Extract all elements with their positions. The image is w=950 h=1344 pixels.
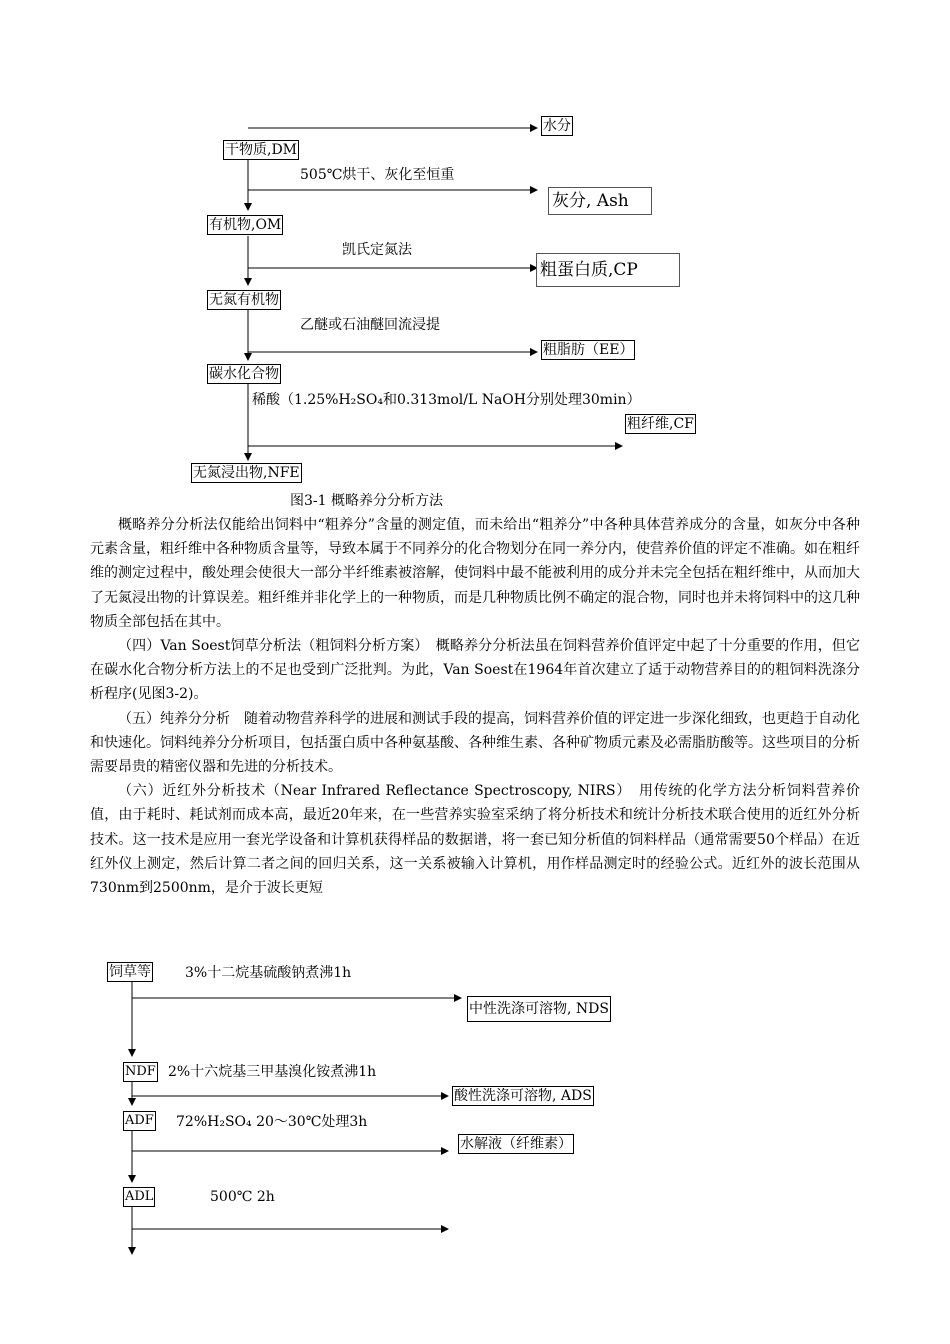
box-ether-extract: 粗脂肪（EE）: [543, 342, 634, 358]
box-nds: 中性洗涤可溶物, NDS: [467, 996, 611, 1022]
box-hydrolysate: 水解液（纤维素）: [460, 1136, 572, 1152]
box-crude-fiber: 粗纤维,CF: [627, 416, 694, 432]
step-ctab: 2%十六烷基三甲基溴化铵煮沸1h: [168, 1064, 377, 1080]
step-sds: 3%十二烷基硫酸钠煮沸1h: [185, 965, 352, 981]
box-adl: ADL: [123, 1187, 155, 1207]
step-dilute-acid: 稀酸（1.25%H₂SO₄和0.313mol/L NaOH分别处理30min）: [252, 392, 641, 408]
step-burn: 500℃ 2h: [210, 1189, 275, 1205]
step-ether-extraction: 乙醚或石油醚回流浸提: [300, 317, 440, 333]
paragraph-1: 概略养分分析法仅能给出饲料中“粗养分”含量的测定值，而未给出“粗养分”中各种具体营养成分的含量，如灰分中各种元素含量，粗纤维中各种物质含量等，导致本属于不同养分的化合物划分在同一养分内，使营养价值的评定不准确。如在粗纤维的测定过程中，酸处理会使很大一部分半纤维素被溶解，使饲料中最不能被利用的成分并未完全包括在粗纤维中，从而加大了无氮浸出物的计算误差。粗纤维并非化学上的一种物质，而是几种物质比例不确定的混合物，同时也并未将饲料中的这几种物质全部包括在其中。: [90, 517, 860, 630]
paragraph-2: （四）Van Soest饲草分析法（粗饲料分析方案） 概略养分分析法虽在饲料营养价值评定中起了十分重要的作用，但它在碳水化合物分析方法上的不足也受到广泛批判。为此，Van Soest在1964年首次建立了适于动物营养目的的粗饲料洗涤分析程序(见图3-2)。: [90, 638, 860, 703]
box-organic-matter: 有机物,OM: [209, 217, 282, 233]
box-adf: ADF: [123, 1111, 156, 1131]
box-carbohydrate: 碳水化合物: [209, 366, 279, 382]
box-forage: 饲草等: [109, 964, 151, 980]
box-nitrogen-free-organic: 无氮有机物: [209, 292, 279, 308]
figure-caption: 图3-1 概略养分分析方法: [290, 493, 443, 509]
paragraph-3: （五）纯养分分析 随着动物营养科学的进展和测试手段的提高，饲料营养价值的评定进一步深化细致，也更趋于自动化和快速化。饲料纯养分分析项目，包括蛋白质中各种氨基酸、各种维生素、各种矿物质元素及必需脂肪酸等。这些项目的分析需要昂贵的精密仪器和先进的分析技术。: [90, 710, 860, 776]
box-ash: 灰分, Ash: [548, 187, 652, 215]
box-dry-matter: 干物质,DM: [225, 142, 298, 158]
paragraph-4: （六）近红外分析技术（Near Infrared Reflectance Spectroscopy, NIRS） 用传统的化学方法分析饲料营养价值，由于耗时、耗试剂而成本高，最近20年来，在一些营养实验室采纳了将分析技术和统计分析技术联合使用的近红外分析技术。这一技术是应用一套光学设备和计算机获得样品的数据谱，将一套已知分析值的饲料样品（通常需要50个样品）在近红外仪上测定，然后计算二者之间的回归关系，这一关系被输入计算机，用作样品测定时的经验公式。近红外的波长范围从730nm到2500nm，是介于波长更短: [90, 783, 860, 897]
box-ads: 酸性洗涤可溶物, ADS: [454, 1088, 592, 1104]
step-h2so4: 72%H₂SO₄ 20～30℃处理3h: [176, 1114, 368, 1130]
box-crude-protein: 粗蛋白质,CP: [536, 253, 680, 287]
step-ashing: 505℃烘干、灰化至恒重: [300, 167, 455, 183]
body-text: [90, 513, 860, 900]
box-nfe: 无氮浸出物,NFE: [193, 465, 300, 481]
step-kjeldahl: 凯氏定氮法: [342, 242, 412, 258]
box-water: 水分: [543, 118, 571, 134]
box-ndf: NDF: [123, 1062, 158, 1082]
